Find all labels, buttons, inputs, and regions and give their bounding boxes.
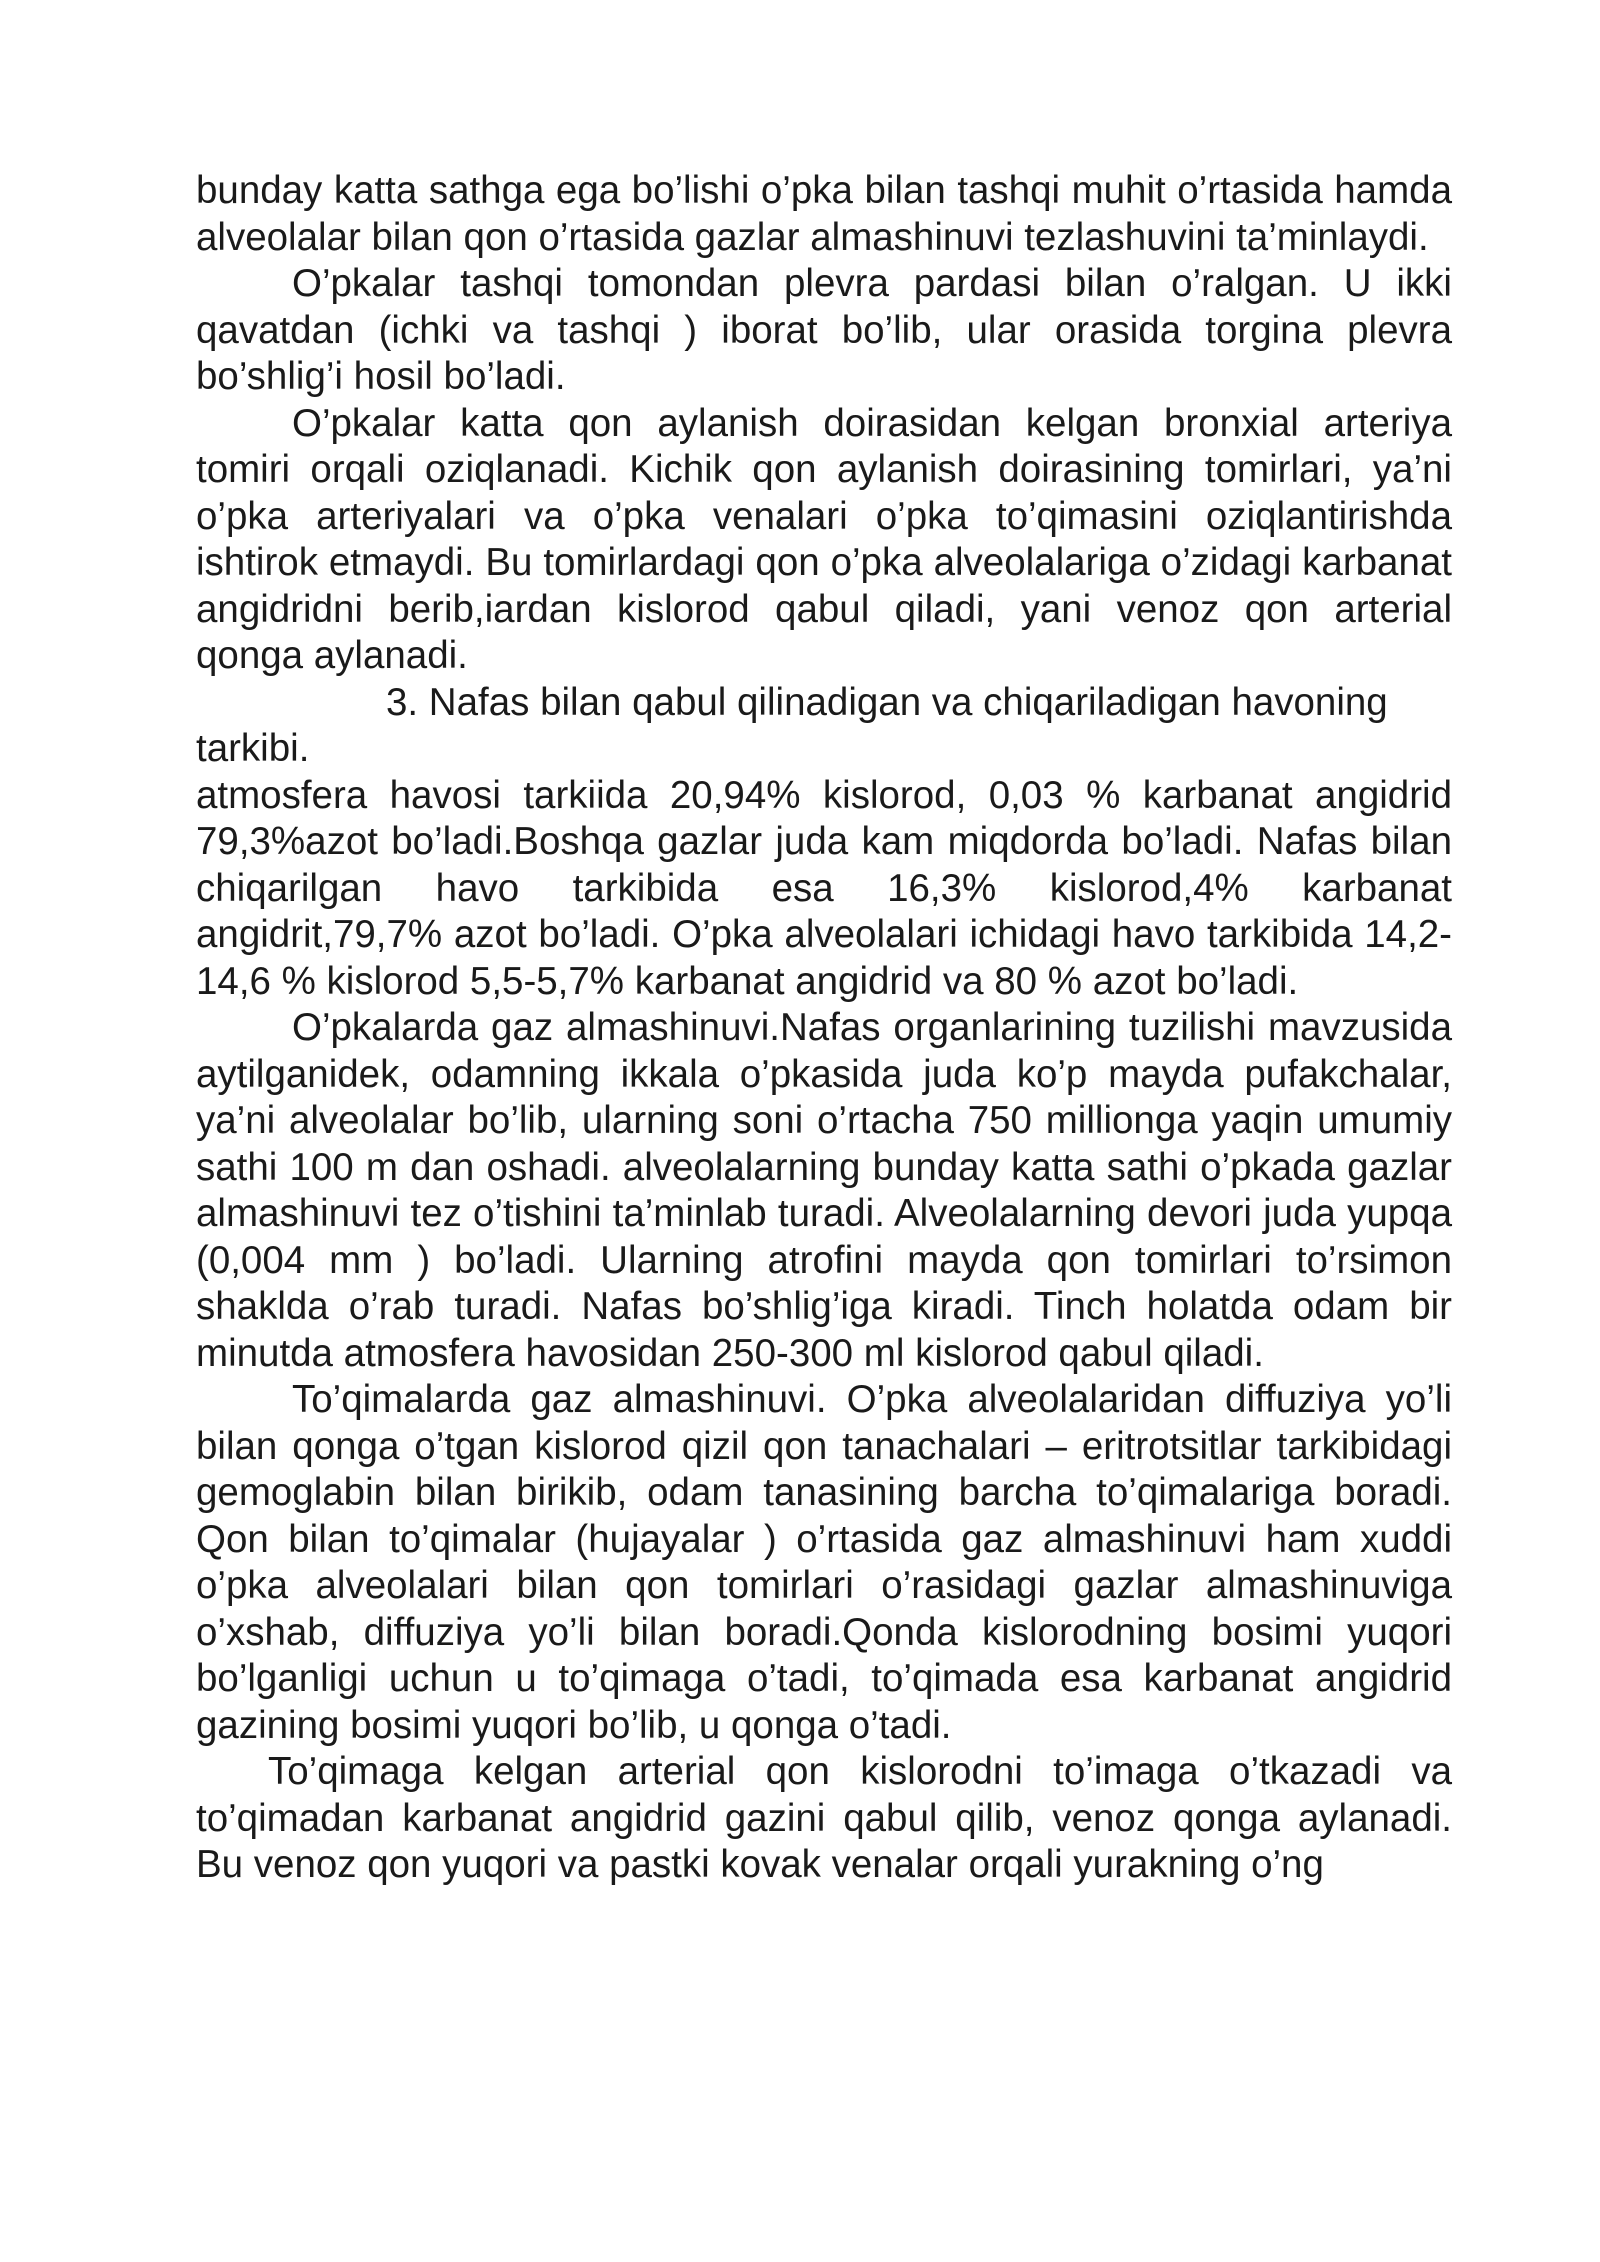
paragraph-continuation: bunday katta sathga ega bo’lishi o’pka bilan tashqi muhit o’rtasida hamda alveolalar bilan qon o’rtasida gazlar almashinuvi tezlashuvini ta’minlaydi. [196,169,1452,259]
paragraph-lung-blood-supply: O’pkalar katta qon aylanish doirasidan kelgan bronxial arteriya tomiri orqali oziqlanadi. Kichik qon aylanish doirasining tomirlari, ya’ni o’pka arteriyalari va o’pka venalari o’pka to’qimasini oziqlantirishda ishtirok etmaydi. Bu tomirlardagi qon o’pka alveolalariga o’zidagi karbanat angidridni berib,iardan kislorod qabul qiladi, yani venoz qon arterial qonga aylanadi. [196,401,1452,677]
document-page [196,168,1452,1889]
section-heading-line1: 3. Nafas bilan qabul qilinadigan va chiqariladigan havoning [386,680,1388,724]
section-heading-line2: tarkibi. [196,727,310,770]
paragraph-pleura: O’pkalar tashqi tomondan plevra pardasi bilan o’ralgan. U ikki qavatdan (ichki va tashqi ) iborat bo’lib, ular orasida torgina plevra bo’shlig’i hosil bo’ladi. [196,262,1452,398]
paragraph-arterial-blood: To’qimaga kelgan arterial qon kislorodni to’imaga o’tkazadi va to’qimadan karbanat angidrid gazini qabul qilib, venoz qonga aylanadi. Bu venoz qon yuqori va pastki kovak venalar orqali yurakning o’ng [196,1750,1452,1886]
paragraph-tissue-gas-exchange: To’qimalarda gaz almashinuvi. O’pka alveolalaridan diffuziya yo’li bilan qonga o’tgan kislorod qizil qon tanachalari – eritrotsitlar tarkibidagi gemoglabin bilan birikib, odam tanasining barcha to’qimalariga boradi. Qon bilan to’qimalar (hujayalar ) o’rtasida gaz almashinuvi ham xuddi o’pka alveolalari bilan qon tomirlari o’rasidagi gazlar almashinuviga o’xshab, diffuziya yo’li bilan boradi.Qonda kislorodning bosimi yuqori bo’lganligi uchun u to’qimaga o’tadi, to’qimada esa karbanat angidrid gazining bosimi yuqori bo’lib, u qonga o’tadi. [196,1378,1452,1747]
paragraph-lung-gas-exchange: O’pkalarda gaz almashinuvi.Nafas organlarining tuzilishi mavzusida aytilganidek, odamning ikkala o’pkasida juda ko’p mayda pufakchalar, ya’ni alveolalar bo’lib, ularning soni o’rtacha 750 millionga yaqin umumiy sathi 100 m dan oshadi. alveolalarning bunday katta sathi o’pkada gazlar almashinuvi tez o’tishini ta’minlab turadi. Alveolalarning devori juda yupqa (0,004 mm ) bo’ladi. Ularning atrofini mayda qon tomirlari to’rsimon shakldа o’rab turadi. Nafas bo’shlig’iga kiradi. Tinch holatda odam bir minutda atmosfera havosidan 250-300 ml kislorod qabul qiladi. [196,1006,1452,1375]
paragraph-air-composition: atmosfera havosi tarkiida 20,94% kislorod, 0,03 % karbanat angidrid 79,3%azot bo’ladi.Boshqa gazlar juda kam miqdorda bo’ladi. Nafas bilan chiqarilgan havo tarkibida esa 16,3% kislorod,4% karbanat angidrit,79,7% azot bo’ladi. O’pka alveolalari ichidagi havo tarkibida 14,2-14,6 % kislorod 5,5-5,7% karbanat angidrid va 80 % azot bo’ladi. [196,773,1452,1003]
section-heading [196,680,1452,727]
